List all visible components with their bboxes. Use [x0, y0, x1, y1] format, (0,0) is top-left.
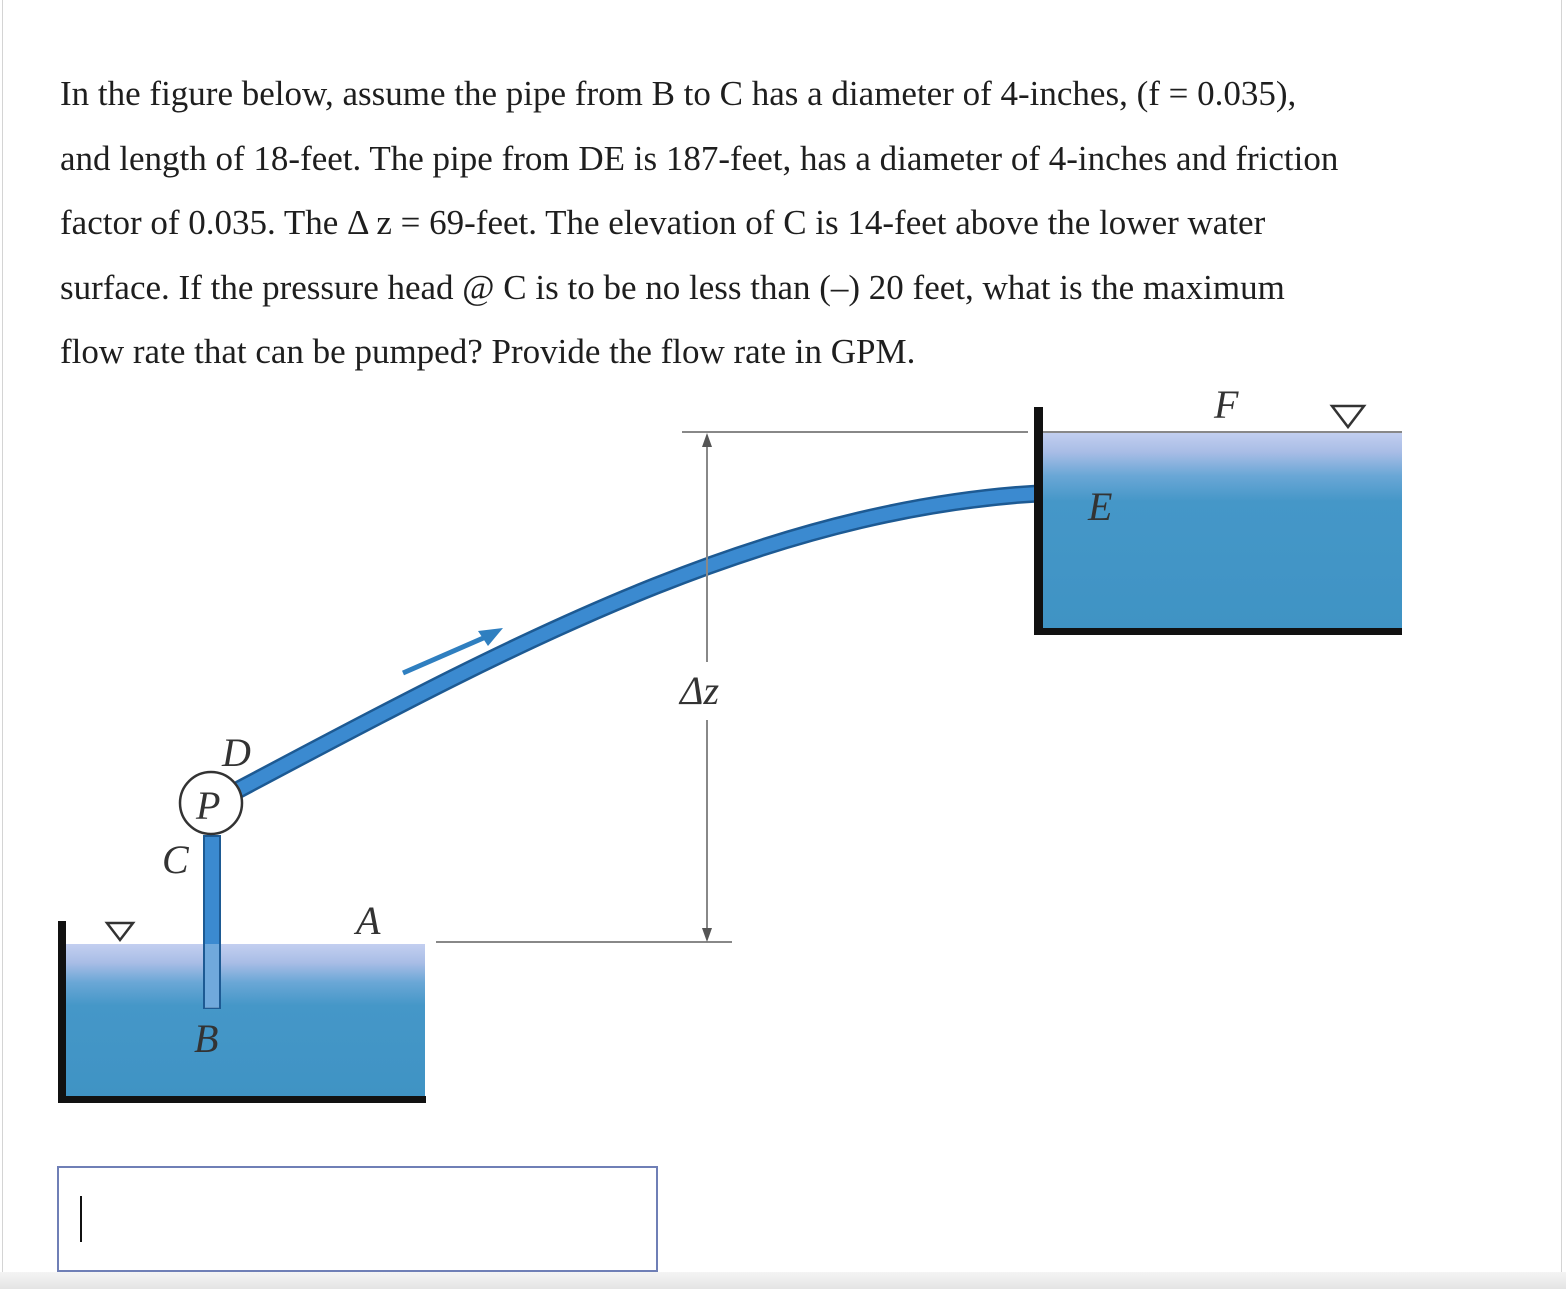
discharge-pipe	[238, 492, 1070, 790]
question-text	[60, 62, 1540, 385]
lower-reservoir-water	[64, 944, 425, 1098]
upper-reservoir-left-wall	[1034, 407, 1043, 635]
delta-z-label: Δz	[680, 668, 720, 713]
lower-reservoir-bottom	[58, 1096, 426, 1103]
bottom-edge	[0, 1272, 1566, 1289]
text-cursor	[80, 1196, 82, 1242]
label-a: A	[356, 898, 381, 943]
delta-z-dimension	[678, 433, 719, 942]
answer-input[interactable]	[57, 1166, 658, 1272]
question-line-2: and length of 18-feet. The pipe from DE is 187-feet, has a diameter of 4-inches and friction	[60, 138, 1339, 178]
delta-z-arrow-down-icon	[702, 928, 712, 942]
suction-pipe-submerged	[205, 944, 219, 1008]
lower-water-level-icon	[107, 923, 133, 940]
pump	[180, 772, 242, 834]
suction-pipe-bc	[204, 836, 220, 1008]
lower-reservoir-left-wall	[58, 921, 66, 1103]
question-line-5: flow rate that can be pumped? Provide the flow rate in GPM.	[60, 332, 916, 371]
label-d: D	[222, 730, 251, 775]
question-line-1: In the figure below, assume the pipe from B to C has a diameter of 4-inches, (f = 0.035),	[60, 74, 1297, 113]
pump-system-figure	[0, 370, 1566, 1130]
label-b: B	[194, 1016, 219, 1061]
label-e: E	[1088, 484, 1113, 529]
upper-water-level-icon	[1332, 406, 1364, 427]
upper-reservoir-water	[1042, 432, 1402, 630]
label-f: F	[1214, 382, 1239, 427]
discharge-pipe-de	[238, 492, 1070, 790]
delta-z-arrow-up-icon	[702, 433, 712, 447]
pump-label: P	[196, 783, 221, 828]
lower-reservoir	[58, 921, 426, 1103]
question-line-4: surface. If the pressure head @ C is to be no less than (–) 20 feet, what is the maximum	[60, 267, 1285, 307]
upper-reservoir-bottom	[1034, 628, 1402, 635]
label-c: C	[162, 837, 189, 882]
question-line-3: factor of 0.035. The Δ z = 69-feet. The elevation of C is 14-feet above the lower water	[60, 203, 1266, 242]
discharge-pipe-outline	[238, 492, 1070, 790]
